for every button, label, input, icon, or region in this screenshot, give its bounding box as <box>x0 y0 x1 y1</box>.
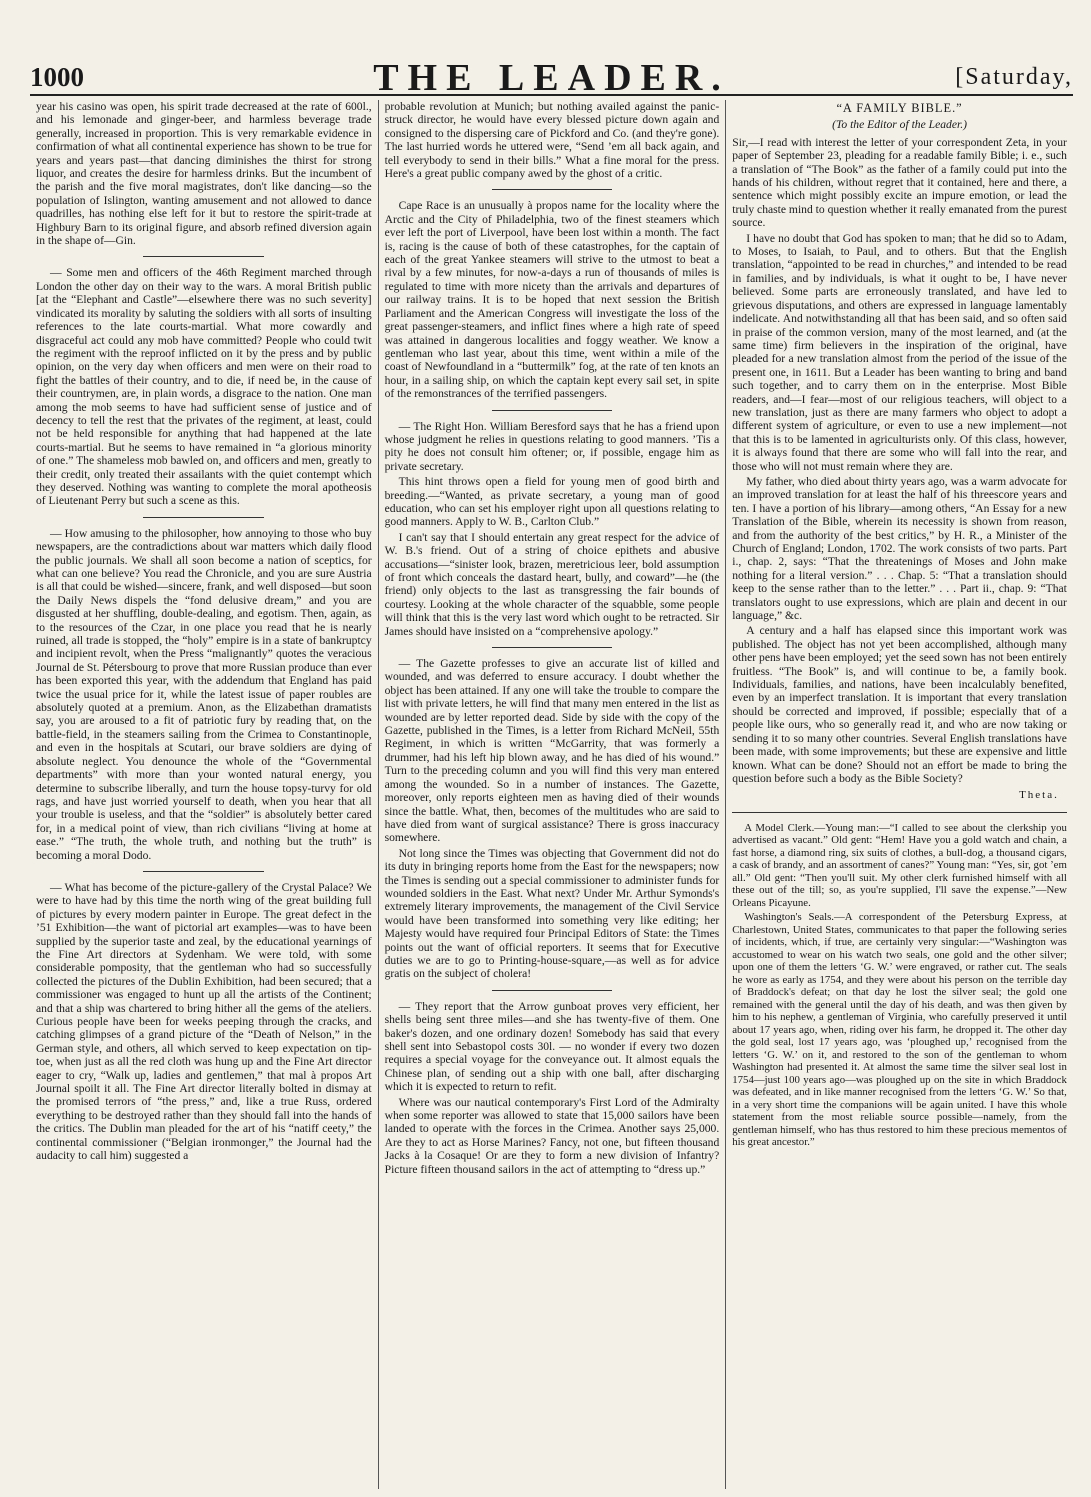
column-2 <box>378 100 726 1489</box>
paragraph: — What has become of the picture-gallery of the Crystal Palace? We were to have had by this time the north wing of the great building full of pictures by every modern painter in Europe. The great defect in the ’51 Exhibition—the want of pictorial art examples—was to have been supplied by the superior taste and zeal, by the educational yearnings of the Fine Art directors at Sydenham. We were told, with some considerable pomposity, that the gentleman who had so successfully collected the pictures of the Dublin Exhibition, had been secured; that a commissioner was engaged to hunt up all the artists of the Continent; and that a ship was chartered to bring hither all the gems of the ateliers. Curious people have been for weeks peeping through the cracks, and catching glimpses of a grand picture of the “Death of Nelson,” in the German style, and others, all which served to keep expectation on tip-toe, when just as all the red cloth was hung up and the Fine Art director eager to cry, “Walk up, ladies and gentlemen,” that mal à propos Art Journal spoilt it all. The Fine Art director literally bolted in dismay at the promised terrors of “the press,” and, like a true Russ, ordered everything to be destroyed rather than they should fall into the hands of the critics. The Dublin man pleaded for the art of his “natiff ceety,” the continental commissioner (“Belgian ironmonger,” the Journal had the audacity to call him) suggested a <box>36 880 372 1163</box>
paragraph: A Model Clerk.—Young man:—“I called to see about the clerkship you advertised as vacant.” Old gent: “Hem! Have you a gold watch and chain, a fast horse, a diamond ring, six suits of clothes, a bull-dog, a thousand cigars, a cask of brandy, and an assortment of canes?” Young man: “Yes, sir, got ’em all.” Old gent: “Then you'll suit. My other clerk furnished himself with all these out of the till; so, as you're supplied, I'll save the expense.”—New Orleans Picayune. <box>732 821 1067 909</box>
paragraph: — Some men and officers of the 46th Regiment marched through London the other day on their way to the wars. A moral British public [at the “Elephant and Castle”—elsewhere there was no such severity] vindicated its morality by saluting the soldiers with all sorts of insulting references to the late courts-martial. What more cowardly and disgraceful act could any mob have committed? People who could twit the regiment with the reproof inflicted on it by the press and by public opinion, on the very day when officers and men were on their road to fight the battles of their country, and to die, if need be, in the cause of their countrymen, are, in plain words, a disgrace to the nation. One man among the mob seems to have had sufficient sense of justice and of decency to tell the rest that the privates of the regiment, at least, could not be held responsible for anything that had happened at the late courts-martial. But he seems to have remained in “a glorious minority of one.” The shameless mob bawled on, and officers and men, greatly to their credit, only treated their assailants with the quiet contempt which they deserved. Nothing was wanting to complete the moral apotheosis of Lieutenant Perry but such a scene as this. <box>36 266 372 508</box>
paragraph: This hint throws open a field for young men of good birth and breeding.—“Wanted, as private secretary, a young man of good education, who can set his employer right upon all questions relating to good manners. Apply to W. B., Carlton Club.” <box>384 475 720 529</box>
columns <box>30 100 1073 1489</box>
paragraph: — The Gazette professes to give an accurate list of killed and wounded, and was deferred to ensure accuracy. I doubt whether the object has been attained. If any one will take the trouble to compare the list with private letters, he will find that many men entered in the list as wounded are by letter reported dead. Side by side with the copy of the Gazette, published in the Times, is a letter from Richard McNeil, 55th Regiment, in which is written “McGarrity, that was formerly a drummer, had his left hip blown away, and he has died of his wound.” Turn to the preceding column and you will find this very man entered among the wounded. So in a number of instances. The Gazette, moreover, only reports eighteen men as having died of their wounds since the battle. What, then, becomes of the multitudes who are said to have died from want of surgical assistance? There is gross inaccuracy somewhere. <box>384 657 720 845</box>
letter-signature: Theta. <box>1019 789 1059 802</box>
separator-rule <box>143 256 264 257</box>
section-rule <box>732 812 1067 813</box>
separator-rule <box>492 189 612 190</box>
separator-rule <box>143 871 264 872</box>
paragraph: I have no doubt that God has spoken to man; that he did so to Adam, to Moses, to Isaiah, to Paul, and to others. But that the English translation, “appointed to be read in churches,” and intended to be read in families, and by individuals, is what it ought to be, I have never believed. Some parts are erroneously translated, and have led to grievous disputations, and others are expressed in language lamentably indelicate. And notwithstanding all that has been said, and so often said in praise of the common version, many of the most learned, and (at the same time) firm believers in the inspiration of the original, have pleaded for a new translation almost from the period of the issue of the present one, in 1611. But a Leader has been wanting to bring and band such together, and to carry them on in the enterprise. Most Bible readers, and—I fear—most of our religious teachers, will object to a new translation, just as there are many farmers who object to adopt a different system of agriculture, or even to use a new implement—not that this is to be lamented in agriculturists only. Of this class, however, it is always found that there are some who will fall into the rear, and those who will not must remain where they are. <box>732 231 1067 473</box>
paragraph: — How amusing to the philosopher, how annoying to those who buy newspapers, are the contradictions about war matters which daily flood the public journals. We shall all soon become a nation of sceptics, for what can one believe? You read the Chronicle, and you are sure Austria is all that could be wished—sincere, frank, and well disposed—but soon the Daily News dispels the “fond delusive dream,” and you are disgusted at her shuffling, double-dealing, and egotism. Then, again, as to the resources of the Czar, in one place you read that he is nearly ruined, all trade is stopped, the “holy” empire is in a state of bankruptcy and incipient revolt, when the Press “malignantly” quotes the veracious Journal de St. Pétersbourg to prove that more Russian produce than ever has been exported this year, with the addendum that England has paid twice the usual price for it, while the latest issue of paper roubles are absolutely quoted at a premium. Anon, as the Elizabethan dramatists say, you are aroused to a fit of patriotic fury by reading that, on the battle-field, in the steamers sailing from the Crimea to Constantinople, and even in the hospitals at Scutari, our brave soldiers are dying of absolute neglect. You denounce the whole of the “Governmental departments” with more than your wonted natural energy, you determine to subscribe liberally, and turn the house topsy-turvy for old rags, and have just worried yourself to death, when you hear that all your trouble is useless, and that the “soldier” is absolutely better cared for, in a medical point of view, than rich civilians “living at home at ease.” “The truth, the whole truth, and nothing but the truth” is becoming a moral Dodo. <box>36 526 372 862</box>
masthead <box>30 52 1073 100</box>
column-1 <box>30 100 378 1489</box>
paragraph: Washington's Seals.—A correspondent of the Petersburg Express, at Charlestown, United States, communicates to that paper the following series of incidents, which, if true, are certainly very singular:—“Washington was accustomed to wear on his watch two seals, one gold and the other silver; upon one of them the letters ‘G. W.’ were engraved, or rather cut. The seals he wore as early as 1754, and they were about his person on the terrible day of Braddock's defeat; on that day he lost the silver seal; the gold one remained with the general until the day of his death, and was then given by him to his nephew, a gentleman of Virginia, who carefully preserved it until about 17 years ago, when, riding over his farm, he dropped it. The other day the gold seal, lost 17 years ago, was ‘ploughed up,’ recognised from the letters ‘G. W.’ on it, and restored to the son of the gentleman to whom Washington had presented it. At almost the same time the silver seal lost in 1754—just 100 years ago—was ploughed up on the site in which Braddock was defeated, and in like manner recognised from the letters ‘G. W.’ So that, in a very short time the companions will be again united. I have this whole statement from the most reliable source possible—namely, from the gentleman himself, who has thus restored to him these precious mementos of his great ancestor.” <box>732 911 1067 1149</box>
separator-rule <box>492 990 612 991</box>
letter-subheading: (To the Editor of the Leader.) <box>832 118 967 132</box>
newspaper-title: THE LEADER. <box>373 57 730 99</box>
paragraph: A century and a half has elapsed since this important work was published. The object has not yet been accomplished, although many other pens have been employed; yet the seed sown has not been entirely fruitless. “The Book” is, and will continue to be, a family book. Individuals, families, and nations, have been incalculably benefited, even by an imperfect translation. It is important that every translation should be corrected and improved, if possible; especially that of a people like ours, who so generally read it, and who are now taking or sending it to so many other countries. Several English translations have been made, with some improvements; but these are expensive and little known. What can be done? Should not an effort be made to bring the question before such a body as the Bible Society? <box>732 624 1067 785</box>
paragraph: I can't say that I should entertain any great respect for the advice of W. B.'s friend. Out of a string of choice epithets and abusive accusations—“sinister look, brazen, meretricious leer, bold assumption of front which conceals the dastard heart, bully, and coward”—he (the friend) only objects to the last as transgressing the fair bounds of courtesy. Looking at the whole character of the squabble, some people will think that this is the very last word which ought to be retracted. Sir James should have insisted on a “comprehensive apology.” <box>384 530 720 638</box>
separator-rule <box>143 517 264 518</box>
paragraph: Cape Race is an unusually à propos name for the locality where the Arctic and the City of Philadelphia, two of the finest steamers which ever left the port of Liverpool, have been lost within a month. The fact is, racing is the cause of both of these catastrophes, for the captain of each of the great Yankee steamers will strive to the utmost to beat a rival by a few minutes, for now-a-days a run of thousands of miles is regulated to time with more nicety than the arrivals and departures of our railway trains. It is to be hoped that next session the British Parliament and the American Congress will investigate the loss of the great passenger-steamers, and inflict fines where a high rate of speed was attained in dangerous localities and foggy weather. We know a gentleman who last year, about this time, went within a mile of the coast of Newfoundland in a “buttermilk” fog, at the rate of ten knots an hour, in a sailing ship, on which the captain kept every sail set, in spite of the remonstrances of the terrified passengers. <box>384 199 720 401</box>
paragraph: — The Right Hon. William Beresford says that he has a friend upon whose judgment he relies in questions relating to good manners. ’Tis a pity he does not consult him oftener; or, if possible, engage him as private secretary. <box>384 419 720 473</box>
paragraph: probable revolution at Munich; but nothing availed against the panic-struck director, he would have every blessed picture down again and consigned to the dispersing care of Pickford and Co. (and they're gone). The last hurried words he uttered were, “Send ’em all back again, and tell everybody to send in their bills.” What a fine moral for the press. Here's a great public company awed by the ghost of a critic. <box>384 100 720 181</box>
paragraph: — They report that the Arrow gunboat proves very efficient, her shells being sent three miles—and she has twenty-five of them. One baker's dozen, and one ordinary dozen! Somebody has said that every shell sent into Sebastopol costs 30l. — no wonder if every two dozen requires a special voyage for the conveyance out. It almost equals the Chinese plan, of sending out a ship with one ball, after discharging which it is expected to return to refit. <box>384 999 720 1094</box>
paragraph: year his casino was open, his spirit trade decreased at the rate of 600l., and his lemonade and ginger-beer, and harmless beverage trade generally, increased in proportion. This is very remarkable evidence in confirmation of what all continental experience has shown to be true for years and years past—that dancing diminishes the thirst for strong liquor, and creates the desire for harmless drinks. But the incumbent of the parish and the five moral magistrates, don't like dancing—so the population of Islington, wanting amusement and not allowed to dance quadrilles, has nothing else left for it but to restore the spirit-trade at Highbury Barn to its original figure, and absorb refined diversion again in the shape of—Gin. <box>36 100 372 248</box>
letter-heading: “A FAMILY BIBLE.” <box>836 101 963 115</box>
issue-day: [Saturday, <box>955 64 1073 90</box>
paragraph: Sir,—I read with interest the letter of your correspondent Zeta, in your paper of September 23, pleading for a readable family Bible; i. e., such a translation of “The Book” as the father of a family could put into the hands of his children, without regret that it contained, here and there, a sentence which might possibly excite an impure emotion, or lead the truly chaste mind to question whether it really emanated from the purest source. <box>732 135 1067 230</box>
separator-rule <box>492 410 612 411</box>
miscellany <box>732 822 1067 1149</box>
masthead-rule <box>30 94 1073 96</box>
paragraph: Not long since the Times was objecting that Government did not do its duty in bringing reports home from the East for the newspapers; now the Times is sending out a special commissioner to administer funds for wounded soldiers in the East. What next? Under Mr. Arthur Symonds's extremely literary improvements, the management of the Civil Service would have been transformed into something very like editing; her Majesty would have required four Principal Editors of State: the Times points out the want of official reporters. It seems that for Executive duties we are to go to Printing-house-square,—as well as for advice gratis on the subject of cholera! <box>384 846 720 981</box>
separator-rule <box>492 647 612 648</box>
paragraph: My father, who died about thirty years ago, was a warm advocate for an improved translation for at least the half of his threescore years and ten. I have a portion of his library—among others, “An Essay for a new Translation of the Bible, wherein its necessity is shown from reason, and from the authority of the best critics,” by H. R., a Minister of the Church of England; London, 1702. The work consists of two parts. Part i., chap. 2, says: “That the threatenings of Moses and John make nothing for a literal version.” . . . Chap. 5: “That a translation should keep to the sense rather than to the letter.” . . . Part ii., chap. 9: “That translators ought to use expressions, which are plain and decent in our language,” &c. <box>732 474 1067 623</box>
paragraph: Where was our nautical contemporary's First Lord of the Admiralty when some reporter was allowed to state that 15,000 sailors have been landed to operate with the forces in the Crimea. Another says 25,000. Are they to act as Horse Marines? Fancy, not one, but fifteen thousand Jacks à la Cosaque! Or are they to form a new division of Infantry? Picture fifteen thousand sailors in the act of attempting to “dress up.” <box>384 1095 720 1176</box>
column-3 <box>725 100 1073 1489</box>
page-number: 1000 <box>30 62 84 92</box>
